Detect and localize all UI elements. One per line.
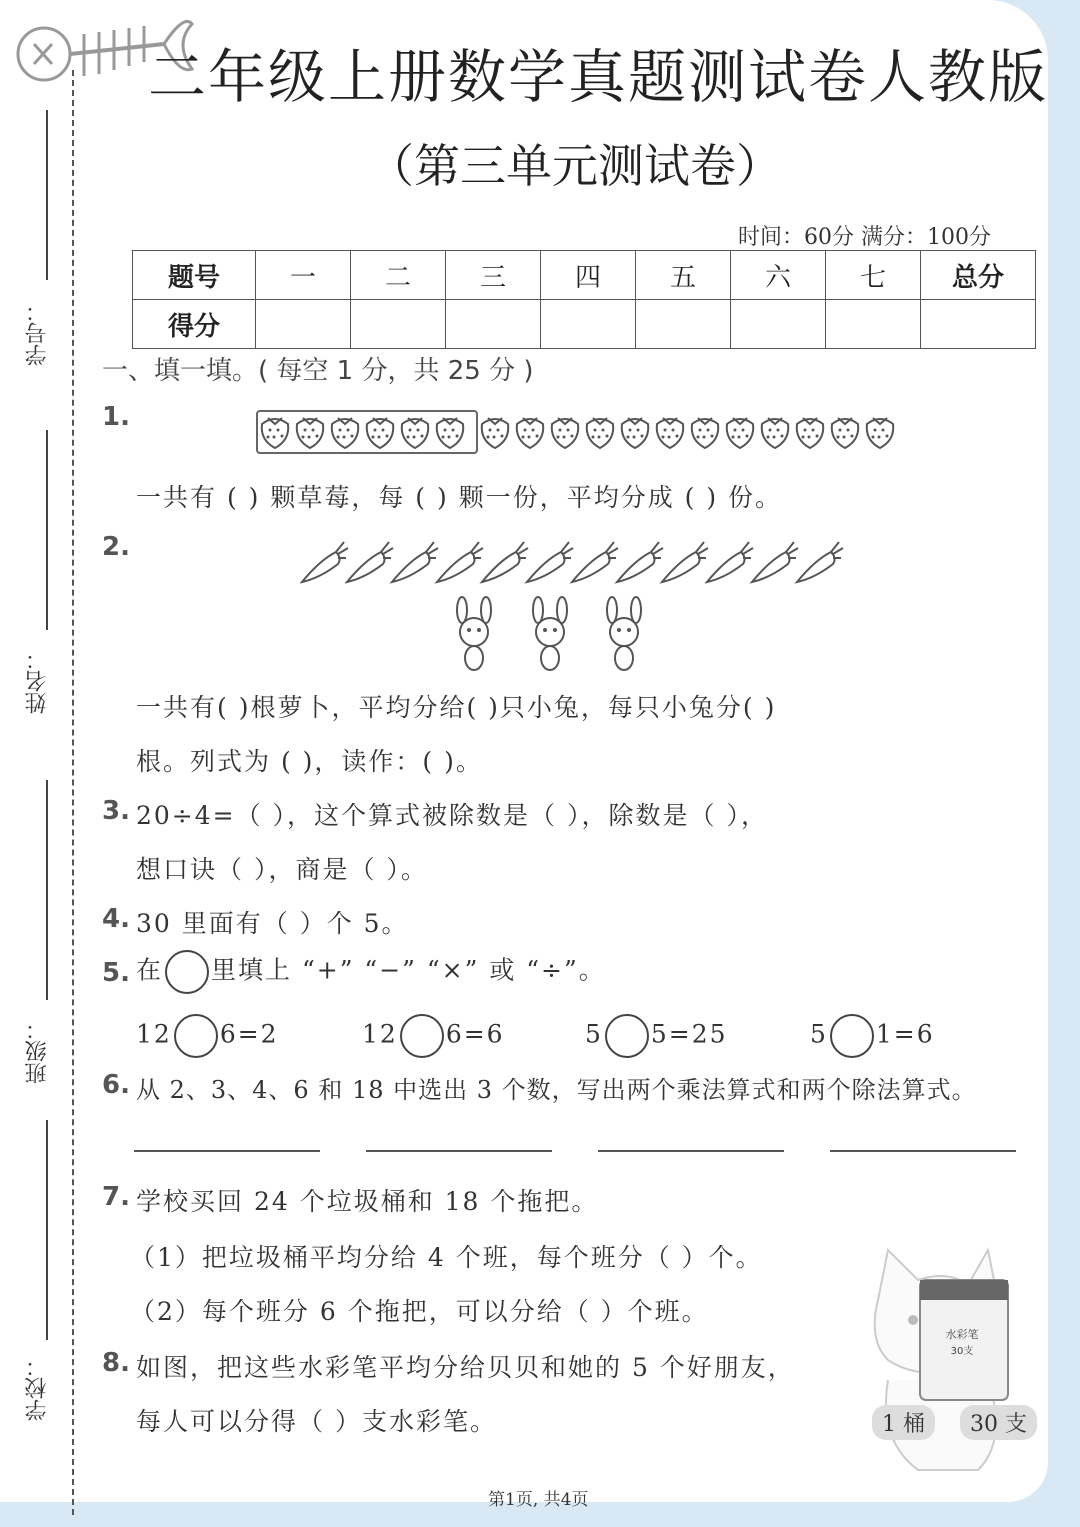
rabbit-icon bbox=[607, 597, 641, 670]
carrot-icon bbox=[437, 542, 483, 582]
strawberry-icon bbox=[332, 418, 358, 448]
strawberry-icon bbox=[867, 418, 893, 448]
strawberry-icon bbox=[297, 418, 323, 448]
score-cell[interactable] bbox=[826, 300, 921, 349]
student-id-line bbox=[46, 110, 48, 280]
q8-line1: 如图，把这些水彩笔平均分给贝贝和她的 5 个好朋友， bbox=[136, 1353, 795, 1382]
score-cell[interactable] bbox=[731, 300, 826, 349]
strawberry-icon bbox=[517, 418, 543, 448]
operator-blank[interactable] bbox=[605, 1014, 649, 1058]
score-cell[interactable] bbox=[541, 300, 636, 349]
question-number: 7. bbox=[102, 1182, 130, 1212]
rabbit-icon bbox=[533, 597, 567, 670]
barrel-tag: 1 桶 bbox=[872, 1405, 935, 1440]
page-subtitle: （第三单元测试卷） bbox=[368, 139, 782, 193]
score-cell[interactable] bbox=[256, 300, 351, 349]
score-header-cell: 五 bbox=[636, 251, 731, 300]
strawberry-icon bbox=[727, 418, 753, 448]
binding-line bbox=[72, 70, 74, 1515]
q7-text: 学校买回 24 个垃圾桶和 18 个拖把。 bbox=[136, 1187, 599, 1216]
name-label: 姓名： bbox=[25, 648, 50, 714]
q3-line1: 20÷4=（ ），这个算式被除数是（ ），除数是（ ）， bbox=[136, 801, 768, 830]
section-heading: 一、填一填。( 每空 1 分，共 25 分 ) bbox=[102, 356, 534, 386]
carrot-icon bbox=[707, 542, 753, 582]
q8-line2: 每人可以分得（ ）支水彩笔。 bbox=[136, 1407, 497, 1436]
question-number: 6. bbox=[102, 1070, 130, 1100]
score-row bbox=[133, 300, 1036, 349]
strawberry-icon bbox=[482, 418, 508, 448]
q5-equation: 5 1=6 bbox=[810, 1014, 935, 1058]
score-header-cell: 六 bbox=[731, 251, 826, 300]
q7-sub1: （1）把垃圾桶平均分给 4 个班，每个班分（ ）个。 bbox=[130, 1243, 763, 1272]
page-footer: 第1页, 共4页 bbox=[488, 1490, 589, 1510]
count-tag: 30 支 bbox=[960, 1405, 1037, 1440]
school-label: 学校： bbox=[25, 1355, 50, 1421]
score-header-cell: 七 bbox=[826, 251, 921, 300]
score-header-cell: 四 bbox=[541, 251, 636, 300]
carrot-icon bbox=[527, 542, 573, 582]
carrot-icon bbox=[392, 542, 438, 582]
answer-line[interactable] bbox=[598, 1150, 784, 1152]
strawberry-icon bbox=[762, 418, 788, 448]
q3-line2: 想口诀（ ），商是（ ）。 bbox=[136, 855, 428, 884]
question-number: 5. bbox=[102, 958, 130, 988]
score-row-label: 得分 bbox=[133, 300, 256, 349]
pen-box-label: 水彩笔 bbox=[945, 1328, 979, 1341]
strawberry-icon bbox=[832, 418, 858, 448]
score-header-cell: 一 bbox=[256, 251, 351, 300]
score-header-cell: 二 bbox=[351, 251, 446, 300]
carrot-icon bbox=[797, 542, 843, 582]
strawberry-icon bbox=[622, 418, 648, 448]
school-line bbox=[46, 1120, 48, 1340]
q2-line2: 根。列式为 ( )，读作：( )。 bbox=[136, 747, 483, 776]
operator-blank[interactable] bbox=[400, 1014, 444, 1058]
q1-text: 一共有 ( ) 颗草莓，每 ( ) 颗一份，平均分成 ( ) 份。 bbox=[136, 483, 783, 512]
strawberry-icon bbox=[587, 418, 613, 448]
score-header-row bbox=[133, 251, 1036, 300]
strawberry-icon bbox=[657, 418, 683, 448]
answer-line[interactable] bbox=[134, 1150, 320, 1152]
q5-equation: 12 6=6 bbox=[362, 1014, 505, 1058]
q5-post: 里填上 “+” “−” “×” 或 “÷”。 bbox=[211, 955, 606, 985]
q2-line1: 一共有( )根萝卜，平均分给( )只小兔，每只小兔分( ) bbox=[136, 693, 777, 722]
answer-line[interactable] bbox=[830, 1150, 1016, 1152]
q5-equation: 5 5=25 bbox=[585, 1014, 728, 1058]
carrot-icon bbox=[617, 542, 663, 582]
name-line bbox=[46, 430, 48, 630]
score-cell[interactable] bbox=[921, 300, 1036, 349]
rabbit-icon bbox=[457, 597, 491, 670]
page-title: 二年级上册数学真题测试卷人教版 bbox=[148, 43, 1049, 111]
class-line bbox=[46, 780, 48, 1000]
student-id-label: 学号： bbox=[25, 300, 50, 366]
rabbit-row bbox=[452, 596, 662, 676]
carrot-icon bbox=[482, 542, 528, 582]
pen-box-count: 30支 bbox=[950, 1346, 974, 1357]
answer-line[interactable] bbox=[366, 1150, 552, 1152]
carrot-row bbox=[300, 540, 860, 590]
score-table bbox=[132, 250, 1036, 349]
carrot-icon bbox=[302, 542, 348, 582]
score-cell[interactable] bbox=[351, 300, 446, 349]
operator-blank[interactable] bbox=[174, 1014, 218, 1058]
carrot-icon bbox=[752, 542, 798, 582]
strawberry-icon bbox=[367, 418, 393, 448]
strawberry-icon bbox=[402, 418, 428, 448]
q6-text: 从 2、3、4、6 和 18 中选出 3 个数，写出两个乘法算式和两个除法算式。 bbox=[136, 1076, 977, 1104]
strawberry-row bbox=[258, 410, 898, 452]
question-number: 8. bbox=[102, 1348, 130, 1378]
score-cell[interactable] bbox=[446, 300, 541, 349]
strawberry-icon bbox=[552, 418, 578, 448]
q5-equation: 12 6=2 bbox=[136, 1014, 279, 1058]
operator-circle-example bbox=[165, 950, 209, 994]
q7-sub2: （2）每个班分 6 个拖把，可以分给（ ）个班。 bbox=[130, 1297, 709, 1326]
time-info: 时间：60分 满分：100分 bbox=[738, 225, 991, 250]
strawberry-icon bbox=[262, 418, 288, 448]
class-label: 班级： bbox=[25, 1018, 50, 1084]
q5-text bbox=[136, 950, 606, 994]
q4-text: 30 里面有（ ）个 5。 bbox=[136, 909, 409, 938]
score-header-cell: 总分 bbox=[921, 251, 1036, 300]
q5-pre: 在 bbox=[136, 955, 164, 985]
question-number: 1. bbox=[102, 402, 130, 432]
question-number: 4. bbox=[102, 904, 130, 934]
cat-with-pen-box-illustration bbox=[858, 1240, 1038, 1480]
score-header-cell: 题号 bbox=[133, 251, 256, 300]
carrot-icon bbox=[572, 542, 618, 582]
operator-blank[interactable] bbox=[830, 1014, 874, 1058]
strawberry-icon bbox=[692, 418, 718, 448]
strawberry-icon bbox=[797, 418, 823, 448]
carrot-icon bbox=[347, 542, 393, 582]
question-number: 3. bbox=[102, 796, 130, 826]
strawberry-icon bbox=[437, 418, 463, 448]
carrot-icon bbox=[662, 542, 708, 582]
score-cell[interactable] bbox=[636, 300, 731, 349]
question-number: 2. bbox=[102, 532, 130, 562]
score-header-cell: 三 bbox=[446, 251, 541, 300]
